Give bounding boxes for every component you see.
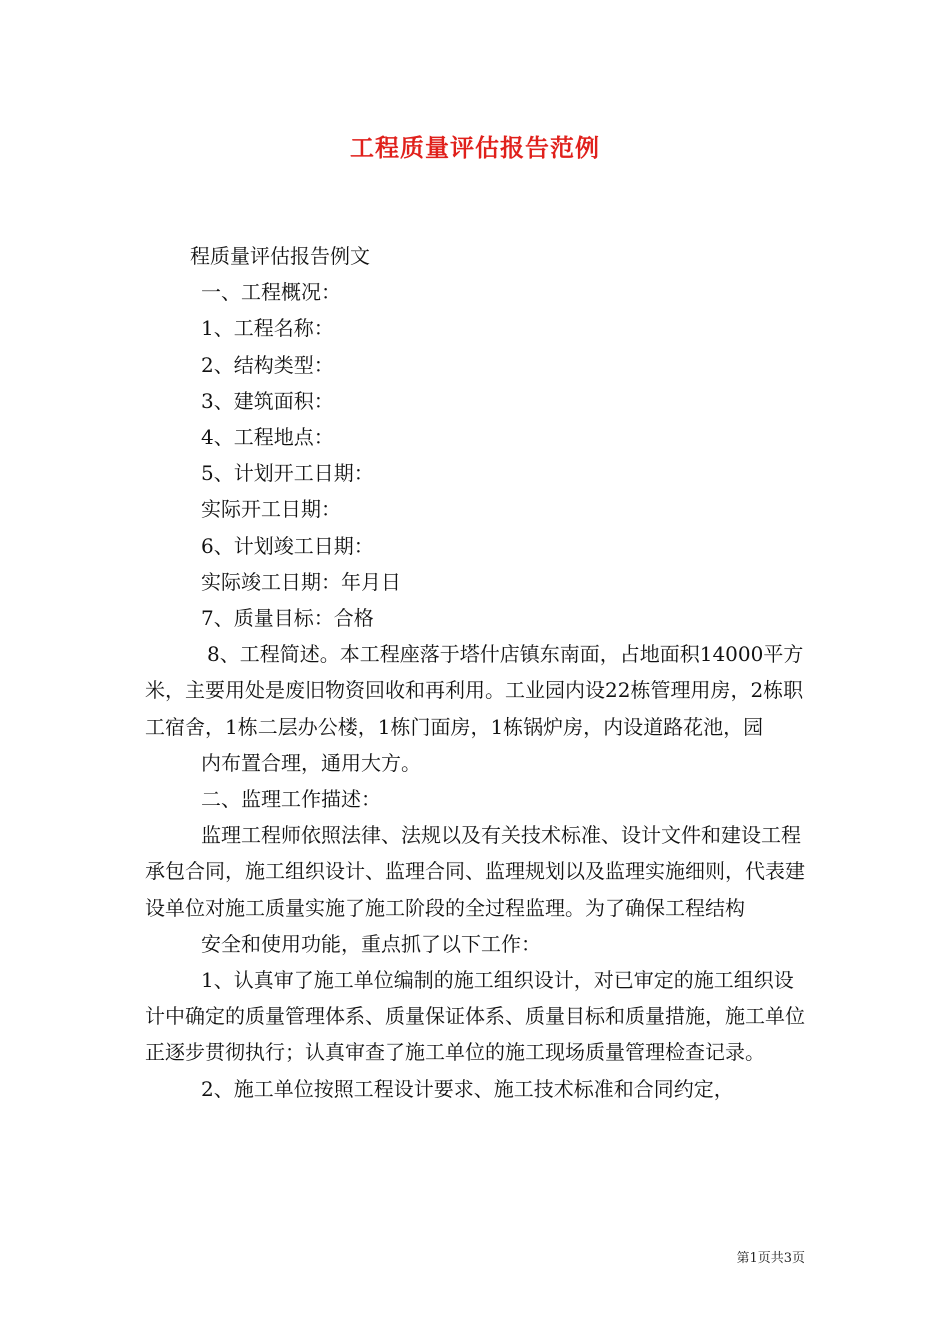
paragraph: 内布置合理，通用大方。 [201,750,421,775]
field-line: 1、工程名称： [201,316,334,341]
document-title: 工程质量评估报告范例 [350,133,600,162]
field-line: 4、工程地点： [201,425,334,450]
field-line: 3、建筑面积： [201,388,334,413]
doc-subtitle: 程质量评估报告例文 [190,244,370,268]
field-line: 6、计划竣工日期： [201,533,374,558]
field-line: 7、质量目标：合格 [201,606,374,631]
section-heading: 二、监理工作描述： [201,787,381,812]
paragraph: 1、认真审了施工单位编制的施工组织设计，对已审定的施工组织设计中确定的质量管理体系、质量保证体系、质量目标和质量措施，施工单位正逐步贯彻执行；认真审查了施工单位的施工现场质量管理检查记录。 [145,968,805,1065]
field-line: 实际竣工日期：年月日 [201,569,401,594]
paragraph: 8、工程简述。本工程座落于塔什店镇东南面，占地面积14000平方米，主要用处是废旧物资回收和再利用。工业园内设22栋管理用房，2栋职工宿舍，1栋二层办公楼，1栋门面房，1栋锅炉房，内设道路花池，园 [145,642,804,739]
section-heading: 一、工程概况： [201,280,341,305]
field-line: 2、结构类型： [201,352,334,377]
field-line: 实际开工日期： [201,497,341,522]
field-line: 5、计划开工日期： [201,461,374,486]
document-body [145,238,805,1107]
page-footer: 第1页共3页 [736,1251,805,1266]
paragraph: 2、施工单位按照工程设计要求、施工技术标准和合同约定， [201,1076,734,1101]
paragraph: 安全和使用功能，重点抓了以下工作： [201,931,541,956]
paragraph: 监理工程师依照法律、法规以及有关技术标准、设计文件和建设工程承包合同，施工组织设计、监理合同、监理规划以及监理实施细则，代表建设单位对施工质量实施了施工阶段的全过程监理。为了确保工程结构 [145,823,805,920]
